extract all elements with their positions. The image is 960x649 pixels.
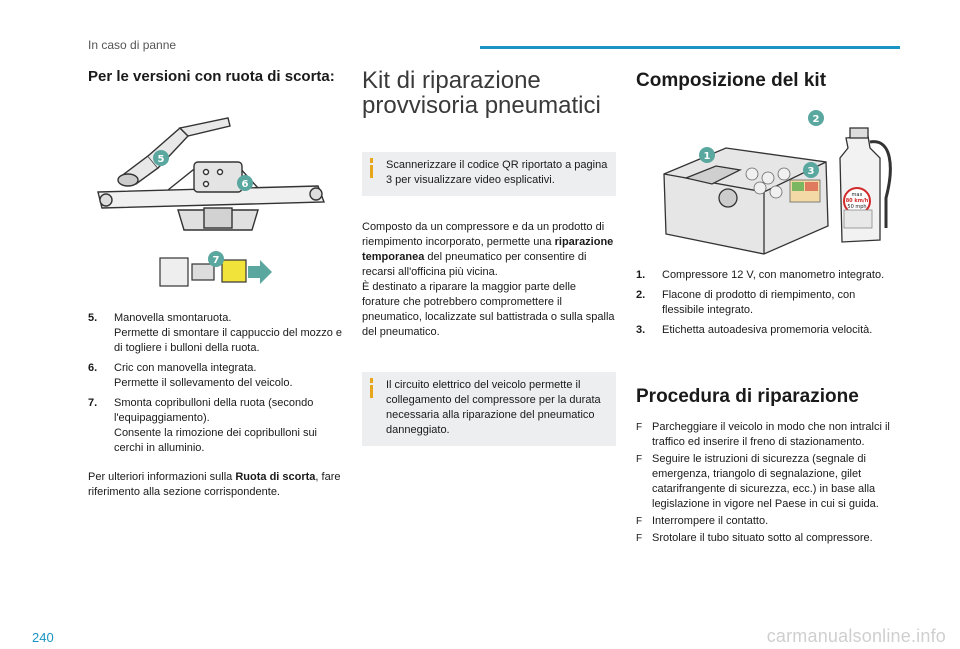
left-column bbox=[88, 68, 348, 498]
middle-column bbox=[362, 67, 616, 436]
callout-7: 7 bbox=[212, 255, 220, 266]
callout-1: 1 bbox=[703, 151, 711, 162]
jack-tools-figure bbox=[88, 114, 348, 304]
right-column bbox=[636, 68, 900, 544]
note-link-text: Ruota di scorta bbox=[235, 471, 316, 483]
repair-kit-figure bbox=[656, 108, 896, 258]
item-desc: Consente la rimozione dei copribulloni sui cerchi in alluminio. bbox=[114, 427, 318, 454]
item-number: 3. bbox=[636, 324, 646, 336]
list-item bbox=[636, 268, 900, 283]
watermark: carmanualsonline.info bbox=[766, 626, 946, 646]
info-text: Il circuito elettrico del veicolo permette il collegamento del compressore per la durata necessaria alla riparazione del pneumatico danneggiato. bbox=[386, 379, 601, 436]
info-icon bbox=[370, 158, 373, 178]
item-number: 6. bbox=[88, 362, 98, 374]
item-text: Flacone di prodotto di riempimento, con flessibile integrato. bbox=[662, 289, 856, 316]
item-text: Compressore 12 V, con manometro integrato. bbox=[662, 269, 885, 281]
item-title: Smonta copribulloni della ruota (secondo l'equipaggiamento). bbox=[114, 397, 314, 424]
page-number: 240 bbox=[32, 630, 54, 645]
body-text: Composto da un compressore e da un prodotto di riempimento incorporato, permette una bbox=[362, 221, 605, 248]
note-text: Per ulteriori informazioni sulla bbox=[88, 471, 236, 483]
step-text: Srotolare il tubo situato sotto al compressore. bbox=[652, 532, 873, 544]
step-bullet-icon: F bbox=[636, 516, 643, 527]
electric-info-box bbox=[362, 372, 616, 446]
item-number: 7. bbox=[88, 397, 98, 409]
list-item bbox=[636, 288, 900, 318]
step-text: Parcheggiare il veicolo in modo che non intralci il traffico ed inserire il freno di stazionamento. bbox=[652, 421, 890, 448]
repair-kit-title: Kit di riparazione provvisoria pneumatici bbox=[362, 67, 601, 119]
list-item bbox=[636, 531, 900, 546]
speed-label-line-2: 80 km/h bbox=[845, 198, 869, 204]
spare-wheel-heading: Per le versioni con ruota di scorta: bbox=[88, 68, 335, 85]
callout-5: 5 bbox=[157, 154, 165, 165]
item-desc: Permette il sollevamento del veicolo. bbox=[114, 377, 293, 389]
repair-procedure-title: Procedura di riparazione bbox=[636, 386, 859, 407]
body-text-end: del pneumatico per consentire di recarsi all'officina più vicina. bbox=[362, 251, 587, 278]
kit-composition-title: Composizione del kit bbox=[636, 70, 827, 91]
item-number: 1. bbox=[636, 269, 646, 281]
item-title: Cric con manovella integrata. bbox=[114, 362, 257, 374]
header-section-label: In caso di panne bbox=[88, 38, 177, 52]
step-bullet-icon: F bbox=[636, 422, 643, 433]
item-text: Etichetta autoadesiva promemoria velocità. bbox=[662, 324, 873, 336]
step-bullet-icon: F bbox=[636, 454, 643, 465]
step-text: Interrompere il contatto. bbox=[652, 515, 769, 527]
item-desc: Permette di smontare il cappuccio del mozzo e di togliere i bulloni della ruota. bbox=[114, 327, 343, 354]
list-item bbox=[636, 323, 900, 338]
list-item bbox=[88, 396, 348, 456]
body-text-2: È destinato a riparare la maggior parte delle forature che potrebbero compromettere il pneumatico, localizzate sul battistrada o sulla spalla del pneumatico. bbox=[362, 281, 615, 338]
body-bold-text: riparazione temporanea bbox=[362, 236, 614, 263]
speed-label-line-1: max bbox=[851, 192, 863, 198]
step-bullet-icon: F bbox=[636, 533, 643, 544]
list-item bbox=[636, 420, 900, 450]
step-text: Seguire le istruzioni di sicurezza (segnale di emergenza, triangolo di segnalazione, gilet catarifrangente di sicurezza, ecc.) in base alla legislazione in vigore nel Paese in cui si guida. bbox=[652, 453, 879, 510]
note-text-end: , fare riferimento alla sezione corrispondente. bbox=[88, 471, 341, 498]
callout-3: 3 bbox=[807, 166, 815, 177]
item-number: 5. bbox=[88, 312, 98, 324]
item-title: Manovella smontaruota. bbox=[114, 312, 232, 324]
list-item bbox=[636, 514, 900, 529]
kit-component-list bbox=[636, 268, 900, 343]
item-number: 2. bbox=[636, 289, 646, 301]
repair-steps-list bbox=[636, 420, 900, 548]
info-icon bbox=[370, 378, 373, 398]
kit-description bbox=[362, 220, 616, 340]
spare-wheel-note bbox=[88, 470, 348, 500]
callout-2: 2 bbox=[812, 114, 820, 125]
header-accent-bar bbox=[480, 46, 900, 49]
list-item bbox=[88, 311, 348, 356]
qr-info-box bbox=[362, 152, 616, 196]
spare-wheel-tool-list bbox=[88, 311, 348, 500]
speed-label-line-3: 50 mph bbox=[847, 204, 867, 210]
list-item bbox=[88, 361, 348, 391]
callout-6: 6 bbox=[241, 179, 249, 190]
list-item bbox=[636, 452, 900, 512]
info-text: Scannerizzare il codice QR riportato a pagina 3 per visualizzare video esplicativi. bbox=[386, 159, 608, 186]
